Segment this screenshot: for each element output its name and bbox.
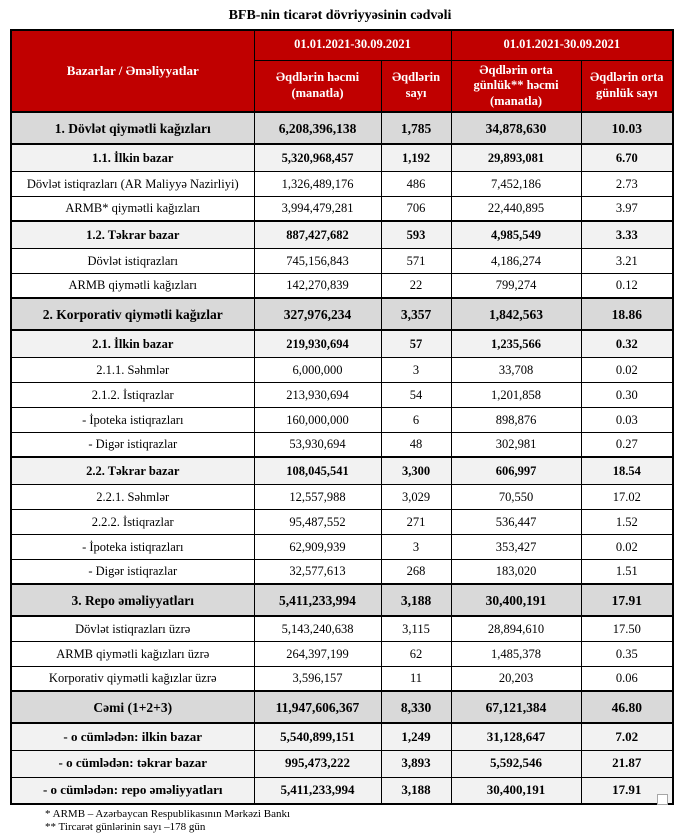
row-label-cell: 2.1.2. İstiqrazlar: [11, 382, 254, 407]
avg-daily-volume-cell: 20,203: [451, 666, 581, 691]
table-row: [11, 666, 673, 691]
deal-volume-cell: 6,208,396,138: [254, 112, 381, 144]
row-label-cell: - İpoteka istiqrazları: [11, 407, 254, 432]
deal-count-cell: 1,249: [381, 723, 451, 750]
deal-count-cell: 3,300: [381, 457, 451, 484]
row-label-cell: 2.1. İlkin bazar: [11, 330, 254, 357]
deal-volume-cell: 213,930,694: [254, 382, 381, 407]
avg-daily-count-cell: 10.03: [581, 112, 673, 144]
avg-daily-count-cell: 0.27: [581, 432, 673, 457]
row-label-cell: 3. Repo əməliyyatları: [11, 584, 254, 616]
deal-volume-cell: 1,326,489,176: [254, 171, 381, 196]
table-row: [11, 144, 673, 171]
deal-count-cell: 1,785: [381, 112, 451, 144]
table-row: [11, 112, 673, 144]
deal-count-cell: 3: [381, 534, 451, 559]
deal-count-cell: 54: [381, 382, 451, 407]
table-row: [11, 298, 673, 330]
avg-daily-volume-cell: 29,893,081: [451, 144, 581, 171]
avg-daily-count-cell: 0.03: [581, 407, 673, 432]
deal-volume-cell: 5,320,968,457: [254, 144, 381, 171]
row-label-cell: ARMB qiymətli kağızları üzrə: [11, 641, 254, 666]
deal-volume-cell: 32,577,613: [254, 559, 381, 584]
header-markets-operations: Bazarlar / Əməliyyatlar: [11, 30, 254, 112]
row-label-cell: ARMB qiymətli kağızları: [11, 273, 254, 298]
avg-daily-volume-cell: 302,981: [451, 432, 581, 457]
avg-daily-volume-cell: 31,128,647: [451, 723, 581, 750]
deal-count-cell: 593: [381, 221, 451, 248]
table-row: [11, 641, 673, 666]
row-label-cell: 2.2. Təkrar bazar: [11, 457, 254, 484]
table-row: [11, 221, 673, 248]
deal-volume-cell: 887,427,682: [254, 221, 381, 248]
table-row: [11, 248, 673, 273]
avg-daily-volume-cell: 30,400,191: [451, 584, 581, 616]
table-row: [11, 196, 673, 221]
deal-count-cell: 3,357: [381, 298, 451, 330]
deal-count-cell: 3,188: [381, 584, 451, 616]
row-label-cell: Cəmi (1+2+3): [11, 691, 254, 723]
avg-daily-volume-cell: 799,274: [451, 273, 581, 298]
row-label-cell: - o cümlədən: ilkin bazar: [11, 723, 254, 750]
table-row: [11, 691, 673, 723]
row-label-cell: 1.2. Təkrar bazar: [11, 221, 254, 248]
deal-volume-cell: 142,270,839: [254, 273, 381, 298]
row-label-cell: 2.2.1. Səhmlər: [11, 484, 254, 509]
deal-volume-cell: 5,411,233,994: [254, 777, 381, 804]
avg-daily-count-cell: 17.02: [581, 484, 673, 509]
avg-daily-volume-cell: 34,878,630: [451, 112, 581, 144]
table-row: [11, 584, 673, 616]
avg-daily-volume-cell: 536,447: [451, 509, 581, 534]
avg-daily-volume-cell: 5,592,546: [451, 750, 581, 777]
row-label-cell: - İpoteka istiqrazları: [11, 534, 254, 559]
deal-count-cell: 271: [381, 509, 451, 534]
deal-count-cell: 57: [381, 330, 451, 357]
trading-turnover-table: [10, 29, 674, 805]
avg-daily-count-cell: 0.12: [581, 273, 673, 298]
row-label-cell: Korporativ qiymətli kağızlar üzrə: [11, 666, 254, 691]
table-row: [11, 534, 673, 559]
deal-count-cell: 486: [381, 171, 451, 196]
avg-daily-count-cell: 0.02: [581, 534, 673, 559]
table-row: [11, 777, 673, 804]
row-label-cell: ARMB* qiymətli kağızları: [11, 196, 254, 221]
deal-count-cell: 1,192: [381, 144, 451, 171]
row-label-cell: - o cümlədən: repo əməliyyatları: [11, 777, 254, 804]
row-label-cell: 2.1.1. Səhmlər: [11, 357, 254, 382]
deal-volume-cell: 12,557,988: [254, 484, 381, 509]
row-label-cell: 1.1. İlkin bazar: [11, 144, 254, 171]
deal-count-cell: 8,330: [381, 691, 451, 723]
deal-count-cell: 22: [381, 273, 451, 298]
deal-count-cell: 6: [381, 407, 451, 432]
row-label-cell: 2. Korporativ qiymətli kağızlar: [11, 298, 254, 330]
avg-daily-volume-cell: 4,985,549: [451, 221, 581, 248]
deal-volume-cell: 995,473,222: [254, 750, 381, 777]
avg-daily-volume-cell: 7,452,186: [451, 171, 581, 196]
deal-count-cell: 3,188: [381, 777, 451, 804]
stray-checkbox-artifact: [657, 794, 668, 805]
avg-daily-count-cell: 21.87: [581, 750, 673, 777]
table-row: [11, 273, 673, 298]
footnotes: [45, 808, 680, 834]
table-row: [11, 750, 673, 777]
avg-daily-volume-cell: 353,427: [451, 534, 581, 559]
avg-daily-volume-cell: 30,400,191: [451, 777, 581, 804]
deal-count-cell: 268: [381, 559, 451, 584]
table-row: [11, 559, 673, 584]
avg-daily-count-cell: 18.86: [581, 298, 673, 330]
table-row: [11, 407, 673, 432]
deal-volume-cell: 5,411,233,994: [254, 584, 381, 616]
row-label-cell: Dövlət istiqrazları (AR Maliyyə Nazirliyi): [11, 171, 254, 196]
avg-daily-count-cell: 0.02: [581, 357, 673, 382]
avg-daily-volume-cell: 1,235,566: [451, 330, 581, 357]
avg-daily-volume-cell: 1,201,858: [451, 382, 581, 407]
table-row: [11, 432, 673, 457]
table-body: [11, 112, 673, 804]
avg-daily-count-cell: 17.91: [581, 584, 673, 616]
row-label-cell: - o cümlədən: təkrar bazar: [11, 750, 254, 777]
deal-count-cell: 3,029: [381, 484, 451, 509]
header-deal-volume: Əqdlərin həcmi (manatla): [254, 60, 381, 112]
avg-daily-volume-cell: 1,842,563: [451, 298, 581, 330]
table-row: [11, 382, 673, 407]
avg-daily-count-cell: 7.02: [581, 723, 673, 750]
row-label-cell: - Digər istiqrazlar: [11, 559, 254, 584]
deal-volume-cell: 11,947,606,367: [254, 691, 381, 723]
avg-daily-count-cell: 6.70: [581, 144, 673, 171]
deal-count-cell: 3,115: [381, 616, 451, 641]
avg-daily-volume-cell: 898,876: [451, 407, 581, 432]
table-row: [11, 484, 673, 509]
avg-daily-count-cell: 0.32: [581, 330, 673, 357]
footnote-trading-days: ** Tircarət günlərinin sayı –178 gün: [45, 821, 206, 834]
footnote-armb: * ARMB – Azərbaycan Respublikasının Mərkəzi Bankı: [45, 808, 291, 821]
table-row: [11, 457, 673, 484]
avg-daily-volume-cell: 1,485,378: [451, 641, 581, 666]
avg-daily-count-cell: 3.21: [581, 248, 673, 273]
deal-volume-cell: 62,909,939: [254, 534, 381, 559]
header-period-2: 01.01.2021-30.09.2021: [451, 30, 673, 60]
table-row: [11, 330, 673, 357]
avg-daily-volume-cell: 606,997: [451, 457, 581, 484]
header-period-1: 01.01.2021-30.09.2021: [254, 30, 451, 60]
deal-volume-cell: 5,540,899,151: [254, 723, 381, 750]
deal-count-cell: 3: [381, 357, 451, 382]
deal-count-cell: 706: [381, 196, 451, 221]
avg-daily-count-cell: 3.33: [581, 221, 673, 248]
avg-daily-volume-cell: 183,020: [451, 559, 581, 584]
avg-daily-count-cell: 46.80: [581, 691, 673, 723]
table-row: [11, 616, 673, 641]
row-label-cell: Dövlət istiqrazları üzrə: [11, 616, 254, 641]
header-avg-daily-count: Əqdlərin orta günlük sayı: [581, 60, 673, 112]
header-deal-count: Əqdlərin sayı: [381, 60, 451, 112]
row-label-cell: 1. Dövlət qiymətli kağızları: [11, 112, 254, 144]
avg-daily-count-cell: 18.54: [581, 457, 673, 484]
deal-count-cell: 62: [381, 641, 451, 666]
table-row: [11, 357, 673, 382]
avg-daily-count-cell: 2.73: [581, 171, 673, 196]
deal-volume-cell: 5,143,240,638: [254, 616, 381, 641]
deal-volume-cell: 108,045,541: [254, 457, 381, 484]
deal-volume-cell: 264,397,199: [254, 641, 381, 666]
deal-volume-cell: 95,487,552: [254, 509, 381, 534]
deal-volume-cell: 3,994,479,281: [254, 196, 381, 221]
table-header: [11, 30, 673, 112]
deal-count-cell: 571: [381, 248, 451, 273]
avg-daily-count-cell: 1.51: [581, 559, 673, 584]
table-row: [11, 509, 673, 534]
avg-daily-count-cell: 17.91: [581, 777, 673, 804]
table-row: [11, 171, 673, 196]
deal-volume-cell: 745,156,843: [254, 248, 381, 273]
avg-daily-count-cell: 17.50: [581, 616, 673, 641]
avg-daily-count-cell: 0.06: [581, 666, 673, 691]
avg-daily-count-cell: 1.52: [581, 509, 673, 534]
table-row: [11, 723, 673, 750]
avg-daily-count-cell: 0.35: [581, 641, 673, 666]
avg-daily-volume-cell: 28,894,610: [451, 616, 581, 641]
avg-daily-volume-cell: 22,440,895: [451, 196, 581, 221]
avg-daily-volume-cell: 67,121,384: [451, 691, 581, 723]
deal-count-cell: 48: [381, 432, 451, 457]
deal-volume-cell: 327,976,234: [254, 298, 381, 330]
deal-volume-cell: 3,596,157: [254, 666, 381, 691]
deal-count-cell: 3,893: [381, 750, 451, 777]
avg-daily-count-cell: 3.97: [581, 196, 673, 221]
avg-daily-count-cell: 0.30: [581, 382, 673, 407]
row-label-cell: 2.2.2. İstiqrazlar: [11, 509, 254, 534]
deal-volume-cell: 160,000,000: [254, 407, 381, 432]
deal-volume-cell: 6,000,000: [254, 357, 381, 382]
deal-volume-cell: 219,930,694: [254, 330, 381, 357]
deal-volume-cell: 53,930,694: [254, 432, 381, 457]
row-label-cell: - Digər istiqrazlar: [11, 432, 254, 457]
avg-daily-volume-cell: 4,186,274: [451, 248, 581, 273]
table-title: BFB-nin ticarət dövriyyəsinin cədvəli: [228, 8, 452, 23]
header-avg-daily-volume: Əqdlərin orta günlük** həcmi (manatla): [451, 60, 581, 112]
row-label-cell: Dövlət istiqrazları: [11, 248, 254, 273]
avg-daily-volume-cell: 33,708: [451, 357, 581, 382]
deal-count-cell: 11: [381, 666, 451, 691]
avg-daily-volume-cell: 70,550: [451, 484, 581, 509]
